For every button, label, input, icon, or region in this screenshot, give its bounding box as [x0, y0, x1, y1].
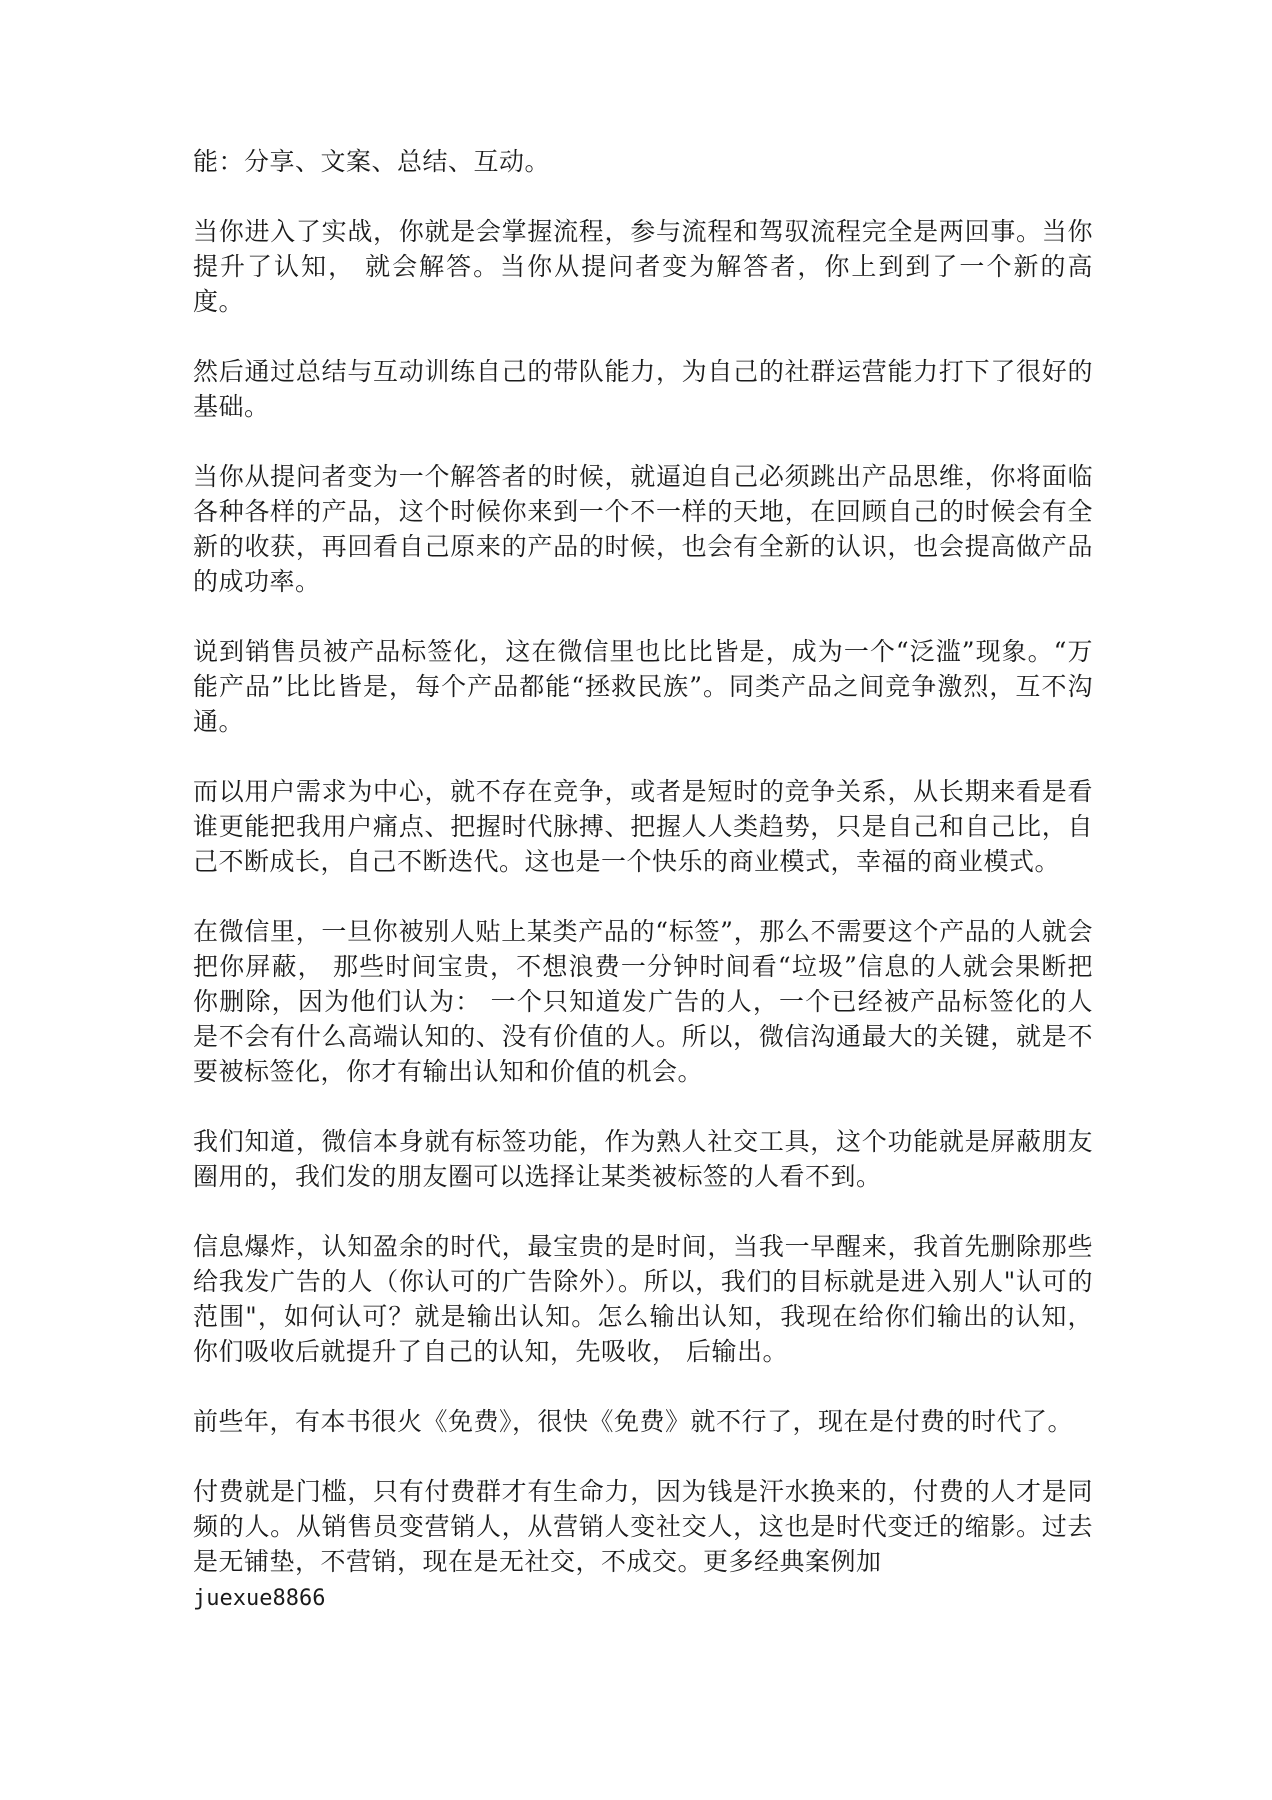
paragraph-labeling: 说到销售员被产品标签化，这在微信里也比比皆是，成为一个“泛滥”现象。“万能产品”比比皆是，每个产品都能“拯救民族”。同类产品之间竞争激烈，互不沟通。: [193, 637, 1093, 736]
paragraph-paid-threshold-text: 付费就是门槛，只有付费群才有生命力，因为钱是汗水换来的，付费的人才是同频的人。从销售员变营销人，从营销人变社交人，这也是时代变迁的缩影。过去是无铺垫，不营销，现在是无社交，不成交。更多经典案例加: [193, 1477, 1093, 1576]
paragraph-information-era: 信息爆炸，认知盈余的时代，最宝贵的是时间，当我一早醒来，我首先删除那些给我发广告的人（你认可的广告除外）。所以，我们的目标就是进入别人"认可的范围"，如何认可？就是输出认知。怎么输出认知，我现在给你们输出的认知，你们吸收后就提升了自己的认知，先吸收， 后输出。: [193, 1232, 1093, 1366]
paragraph-paid-threshold: [193, 1474, 1093, 1614]
wechat-id: juexue8866: [193, 1586, 326, 1611]
paragraph-user-needs: 而以用户需求为中心，就不存在竞争，或者是短时的竞争关系，从长期来看是看谁更能把我用户痛点、把握时代脉搏、把握人人类趋势，只是自己和自己比，自己不断成长，自己不断迭代。这也是一个快乐的商业模式，幸福的商业模式。: [193, 777, 1093, 876]
paragraph-abilities: 能：分享、文案、总结、互动。: [193, 147, 551, 176]
paragraph-tag-function: 我们知道，微信本身就有标签功能，作为熟人社交工具，这个功能就是屏蔽朋友圈用的，我们发的朋友圈可以选择让某类被标签的人看不到。: [193, 1127, 1093, 1191]
paragraph-free-book: 前些年，有本书很火《免费》，很快《免费》就不行了，现在是付费的时代了。: [193, 1407, 1074, 1436]
paragraph-practice: 当你进入了实战，你就是会掌握流程，参与流程和驾驭流程完全是两回事。当你提升了认知， 就会解答。当你从提问者变为解答者，你上到到了一个新的高度。: [193, 217, 1093, 316]
paragraph-team-ability: 然后通过总结与互动训练自己的带队能力，为自己的社群运营能力打下了很好的基础。: [193, 357, 1093, 421]
paragraph-wechat-label: 在微信里，一旦你被别人贴上某类产品的“标签”，那么不需要这个产品的人就会把你屏蔽， 那些时间宝贵，不想浪费一分钟时间看“垃圾”信息的人就会果断把你删除，因为他们认为： 一个只知道发广告的人，一个已经被产品标签化的人是不会有什么高端认知的、没有价值的人。所以，微信沟通最大的关键，就是不要被标签化，你才有输出认知和价值的机会。: [193, 917, 1093, 1086]
paragraph-answerer: 当你从提问者变为一个解答者的时候，就逼迫自己必须跳出产品思维，你将面临各种各样的产品，这个时候你来到一个不一样的天地，在回顾自己的时候会有全新的收获，再回看自己原来的产品的时候，也会有全新的认识，也会提高做产品的成功率。: [193, 462, 1093, 596]
document-body: [193, 144, 1093, 1614]
